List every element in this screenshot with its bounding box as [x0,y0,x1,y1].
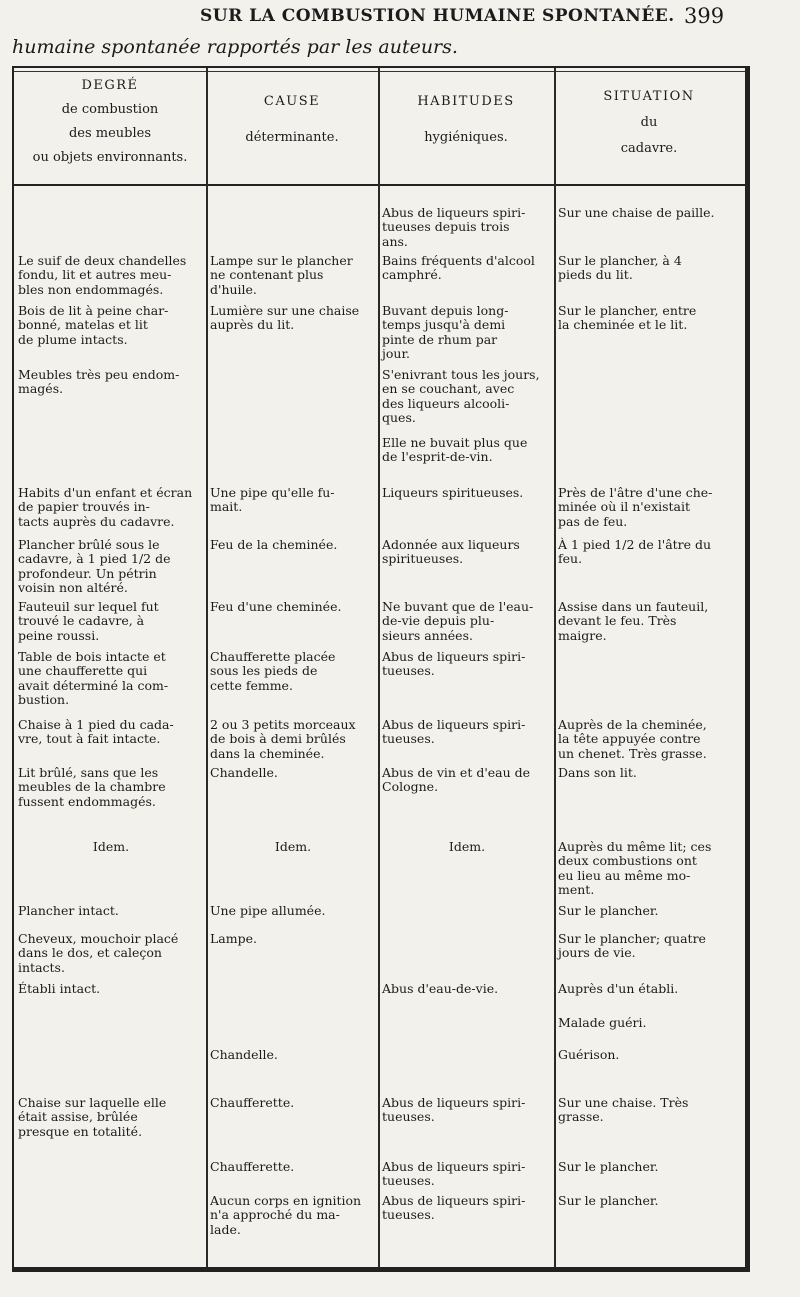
column-header-line: SITUATION [603,89,695,104]
table-cell-degree: Chaise sur laquelle elle était assise, brûlée presque en totalité. [18,1095,167,1139]
table-cell-habits: Liqueurs spiritueuses. [382,485,524,500]
table-cell-cause: Chandelle. [210,765,278,780]
table-cell-degree: Table de bois intacte et une chaufferette qui avait déterminé la com- bustion. [18,649,169,708]
table-cell-situation: Sur le plancher. [558,1193,659,1208]
table-cell-situation: Sur le plancher. [558,1159,659,1174]
table-cell-degree: Meubles très peu endom- magés. [18,367,180,397]
column-header-line: des meubles [68,126,152,141]
table-cell-cause: Lampe sur le plancher ne contenant plus d'huile. [210,253,353,297]
table-cell-situation: Malade guéri. [558,1015,647,1030]
table-cell-cause: Lampe. [210,931,257,946]
column-header-situation [554,84,744,162]
table-cell-cause: Chandelle. [210,1047,278,1062]
table-cell-cause: Une pipe allumée. [210,903,326,918]
table-cell-situation: Sur une chaise de paille. [558,205,715,220]
column-divider [378,68,380,1267]
table-cell-situation: Sur une chaise. Très grasse. [558,1095,689,1125]
table-cell-cause: Feu de la cheminée. [210,537,338,552]
table-cell-situation: Auprès de la cheminée, la tête appuyée contre un chenet. Très grasse. [558,717,707,761]
table-cell-cause: Chaufferette placée sous les pieds de cette femme. [210,649,336,693]
table-cell-situation: À 1 pied 1/2 de l'âtre du feu. [558,537,712,567]
page-header [0,0,800,34]
table-cell-degree: Bois de lit à peine char- bonné, matelas et lit de plume intacts. [18,303,169,347]
table-cell-cause: Chaufferette. [210,1159,295,1174]
table-cell-habits: Abus de vin et d'eau de Cologne. [382,765,531,795]
table-cell-situation: Auprès du même lit; ces deux combustions ont eu lieu au même mo- ment. [558,839,712,898]
table-cell-habits: Buvant depuis long- temps jusqu'à demi pinte de rhum par jour. [382,303,509,362]
table-cell-habits: Abus de liqueurs spiri- tueuses. [382,649,526,679]
table-cell-situation: Près de l'âtre d'une che- minée où il n'existait pas de feu. [558,485,713,529]
column-divider [206,68,208,1267]
combustion-table [12,66,750,1272]
table-cell-cause: 2 ou 3 petits morceaux de bois à demi brûlés dans la cheminée. [210,717,356,761]
column-header-line: ou objets environnants. [32,150,188,165]
table-cell-situation: Sur le plancher, entre la cheminée et le lit. [558,303,697,333]
table-cell-cause: Une pipe qu'elle fu- mait. [210,485,335,515]
table-cell-situation: Auprès d'un établi. [558,981,679,996]
table-cell-situation: Sur le plancher; quatre jours de vie. [558,931,706,961]
table-cell-cause: Idem. [274,839,312,854]
column-header-cause [206,84,378,156]
table-cell-habits: Abus de liqueurs spiri- tueuses. [382,717,526,747]
column-header-line: HABITUDES [417,94,515,109]
column-header-line: du [640,115,658,130]
table-cell-situation: Assise dans un fauteuil, devant le feu. Très maigre. [558,599,709,643]
table-cell-habits: Idem. [448,839,486,854]
table-cell-degree: Établi intact. [18,981,101,996]
table-cell-degree: Plancher brûlé sous le cadavre, à 1 pied 1/2 de profondeur. Un pétrin voisin non altéré. [18,537,171,596]
column-header-line: DEGRÉ [81,78,139,93]
table-cell-degree: Fauteuil sur lequel fut trouvé le cadavre, à peine roussi. [18,599,159,643]
column-header-line: CAUSE [263,94,321,109]
column-header-line: de combustion [61,102,159,117]
table-cell-cause: Aucun corps en ignition n'a approché du ma- lade. [210,1193,362,1237]
table-cell-habits: Abus de liqueurs spiri- tueuses. [382,1193,526,1223]
table-cell-habits: Bains fréquents d'alcool camphré. [382,253,535,283]
table-cell-habits: S'enivrant tous les jours, en se couchant, avec des liqueurs alcooli- ques. [382,367,540,426]
table-cell-degree: Plancher intact. [18,903,119,918]
table-caption: humaine spontanée rapportés par les auteurs. [12,36,458,58]
table-cell-cause: Chaufferette. [210,1095,295,1110]
table-cell-degree: Lit brûlé, sans que les meubles de la chambre fussent endommagés. [18,765,166,809]
table-cell-habits: Abus de liqueurs spiri- tueuses. [382,1159,526,1189]
table-cell-cause: Feu d'une cheminée. [210,599,342,614]
table-cell-situation: Sur le plancher. [558,903,659,918]
column-header-habits [378,84,554,156]
table-cell-degree: Idem. [92,839,130,854]
table-cell-habits: Abus d'eau-de-vie. [382,981,499,996]
table-cell-degree: Le suif de deux chandelles fondu, lit et autres meu- bles non endommagés. [18,253,187,297]
running-title: SUR LA COMBUSTION HUMAINE SPONTANÉE. [200,6,675,26]
table-cell-habits: Abus de liqueurs spiri- tueuses depuis trois ans. [382,205,526,249]
column-divider [554,68,556,1267]
table-cell-situation: Sur le plancher, à 4 pieds du lit. [558,253,682,283]
table-cell-situation: Dans son lit. [558,765,637,780]
column-header-degree [14,74,206,170]
table-cell-situation: Guérison. [558,1047,620,1062]
table-cell-habits: Ne buvant que de l'eau- de-vie depuis plu- sieurs années. [382,599,534,643]
table-cell-habits: Adonnée aux liqueurs spiritueuses. [382,537,520,567]
page-number: 399 [684,4,725,28]
table-cell-habits: Elle ne buvait plus que de l'esprit-de-vin. [382,435,528,465]
table-cell-degree: Cheveux, mouchoir placé dans le dos, et caleçon intacts. [18,931,179,975]
table-cell-habits: Abus de liqueurs spiri- tueuses. [382,1095,526,1125]
table-cell-degree: Chaise à 1 pied du cada- vre, tout à fait intacte. [18,717,174,747]
column-header-line: hygiéniques. [424,130,508,145]
table-cell-cause: Lumière sur une chaise auprès du lit. [210,303,360,333]
column-header-line: cadavre. [620,141,678,156]
table-cell-degree: Habits d'un enfant et écran de papier trouvés in- tacts auprès du cadavre. [18,485,193,529]
column-header-line: déterminante. [245,130,339,145]
